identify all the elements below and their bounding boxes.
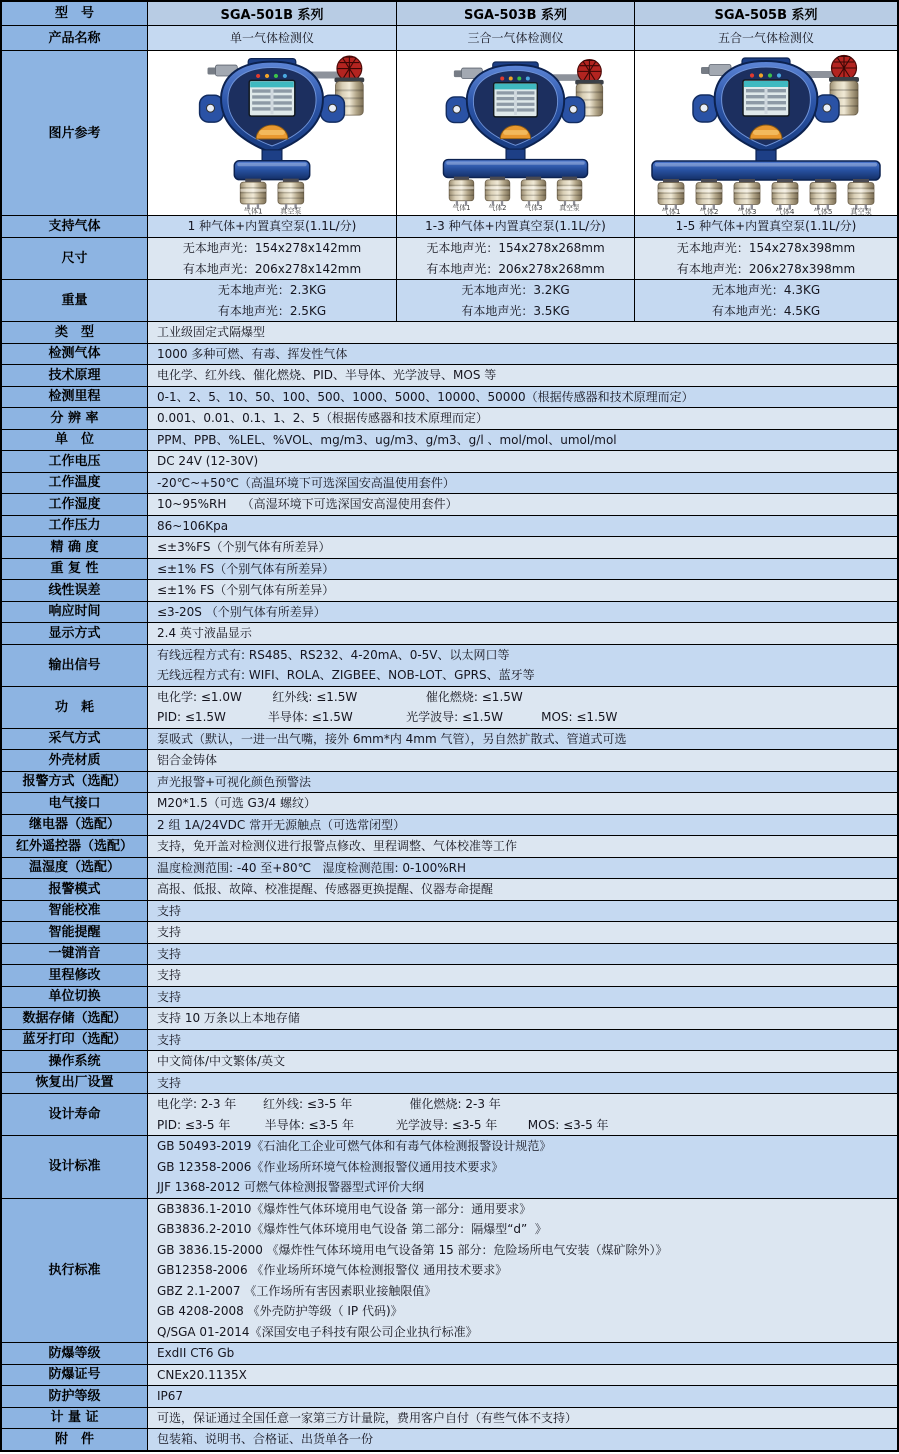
product-image-cell-3 <box>635 51 897 215</box>
row-value-3: 无本地声光：4.3KG 有本地声光：4.5KG <box>635 280 897 321</box>
row-value: 0.001、0.01、0.1、1、2、5（根据传感器和技术原理而定） <box>148 408 897 429</box>
spec-row <box>2 537 897 559</box>
row-value: 1000 多种可燃、有毒、挥发性气体 <box>148 344 897 365</box>
svg-text:气体4: 气体4 <box>775 207 795 215</box>
row-value-3: 无本地声光：154x278x398mm 有本地声光：206x278x398mm <box>635 238 897 279</box>
spec-row <box>2 387 897 409</box>
row-label: 重量 <box>2 280 148 321</box>
model-header-row <box>2 2 897 26</box>
row-label: 智能提醒 <box>2 922 148 943</box>
row-value: 0-1、2、5、10、50、100、500、1000、5000、10000、50000（根据传感器和技术原理而定） <box>148 387 897 408</box>
spec-row <box>2 836 897 858</box>
row-label: 红外遥控器（选配） <box>2 836 148 857</box>
row-value: 10~95%RH （高湿环境下可选深国安高湿使用套件） <box>148 494 897 515</box>
row-label: 支持气体 <box>2 216 148 237</box>
spec-row <box>2 750 897 772</box>
row-value: 声光报警+可视化颜色预警法 <box>148 772 897 793</box>
row-label: 防爆证号 <box>2 1365 148 1386</box>
svg-text:气体5: 气体5 <box>813 207 833 215</box>
spec-row <box>2 879 897 901</box>
spec-row <box>2 473 897 495</box>
spec-row <box>2 965 897 987</box>
spec-row <box>2 729 897 751</box>
row-label: 一键消音 <box>2 944 148 965</box>
svg-text:气体1: 气体1 <box>661 207 681 215</box>
row-value: 支持 <box>148 1073 897 1094</box>
spec-row <box>2 1030 897 1052</box>
row-value: ≤3-20S （个别气体有所差异） <box>148 602 897 623</box>
row-label: 蓝牙打印（选配） <box>2 1030 148 1051</box>
row-label: 防护等级 <box>2 1386 148 1407</box>
spec-row <box>2 1386 897 1408</box>
spec-row <box>2 1365 897 1387</box>
row-value: -20℃~+50℃（高温环境下可选深国安高温使用套件） <box>148 473 897 494</box>
svg-text:气体3: 气体3 <box>737 207 757 215</box>
svg-text:真空泵: 真空泵 <box>280 206 302 215</box>
row-value: 支持 <box>148 987 897 1008</box>
model-name-sga503b: SGA-503B 系列 <box>397 2 635 25</box>
spec-row <box>2 1094 897 1136</box>
row-value: 支持，免开盖对检测仪进行报警点修改、里程调整、气体校准等工作 <box>148 836 897 857</box>
svg-text:气体2: 气体2 <box>699 207 719 215</box>
row-value: 工业级固定式隔爆型 <box>148 322 897 343</box>
row-label-model: 型 号 <box>2 2 148 25</box>
spec-row <box>2 408 897 430</box>
row-value: 电化学: ≤1.0W 红外线: ≤1.5W 催化燃烧: ≤1.5W PID: ≤1.5W 半导体: ≤1.5W 光学波导: ≤1.5W MOS: ≤1.5W <box>148 687 897 728</box>
row-value: IP67 <box>148 1386 897 1407</box>
row-label: 尺寸 <box>2 238 148 279</box>
spec-row <box>2 365 897 387</box>
row-label: 功 耗 <box>2 687 148 728</box>
row-label: 单位切换 <box>2 987 148 1008</box>
svg-text:气体3: 气体3 <box>524 203 543 212</box>
svg-text:真空泵: 真空泵 <box>850 207 872 215</box>
row-value: 有线远程方式有: RS485、RS232、4-20mA、0-5V、以太网口等 无线远程方式有: WIFI、ROLA、ZIGBEE、NOB-LOT、GPRS、蓝牙等 <box>148 645 897 686</box>
row-label: 检测气体 <box>2 344 148 365</box>
spec-row <box>2 772 897 794</box>
spec-row <box>2 645 897 687</box>
row-label: 防爆等级 <box>2 1343 148 1364</box>
spec-row <box>2 987 897 1009</box>
svg-text:气体1: 气体1 <box>243 206 263 215</box>
spec-row <box>2 1429 897 1450</box>
spec-row <box>2 1199 897 1344</box>
row-label: 单 位 <box>2 430 148 451</box>
row-label: 计 量 证 <box>2 1408 148 1429</box>
row-value-1: 无本地声光：154x278x142mm 有本地声光：206x278x142mm <box>148 238 397 279</box>
model-name-sga501b: SGA-501B 系列 <box>148 2 397 25</box>
spec-row <box>2 322 897 344</box>
spec-row <box>2 793 897 815</box>
comparison-row <box>2 216 897 238</box>
row-value: GB 50493-2019《石油化工企业可燃气体和有毒气体检测报警设计规范》 GB 12358-2006《作业场所环境气体检测报警仪通用技术要求》 JJF 1368-2012 可燃气体检测报警器型式评价大纲 <box>148 1136 897 1198</box>
row-label: 采气方式 <box>2 729 148 750</box>
row-value: ExdII CT6 Gb <box>148 1343 897 1364</box>
row-label: 设计寿命 <box>2 1094 148 1135</box>
row-value: ≤±1% FS（个别气体有所差异） <box>148 580 897 601</box>
row-label: 工作电压 <box>2 451 148 472</box>
spec-row <box>2 1408 897 1430</box>
row-value-2: 无本地声光：3.2KG 有本地声光：3.5KG <box>397 280 635 321</box>
spec-row <box>2 559 897 581</box>
row-label: 输出信号 <box>2 645 148 686</box>
row-value-1: 1 种气体+内置真空泵(1.1L/分) <box>148 216 397 237</box>
row-label: 恢复出厂设置 <box>2 1073 148 1094</box>
spec-row <box>2 922 897 944</box>
row-value-1: 无本地声光：2.3KG 有本地声光：2.5KG <box>148 280 397 321</box>
spec-row <box>2 687 897 729</box>
product-image-cell-2 <box>397 51 635 215</box>
row-value: ≤±1% FS（个别气体有所差异） <box>148 559 897 580</box>
row-label: 执行标准 <box>2 1199 148 1343</box>
product-name-row <box>2 26 897 51</box>
row-value: 支持 <box>148 944 897 965</box>
gas-detector-image-1 <box>148 51 396 215</box>
row-label: 精 确 度 <box>2 537 148 558</box>
spec-row <box>2 494 897 516</box>
product-name-2: 三合一气体检测仪 <box>397 26 635 50</box>
row-value: 86~106Kpa <box>148 516 897 537</box>
row-label-product-name: 产品名称 <box>2 26 148 50</box>
spec-row <box>2 430 897 452</box>
row-value: 泵吸式（默认，一进一出气嘴，接外 6mm*内 4mm 气管），另自然扩散式、管道式可选 <box>148 729 897 750</box>
row-value: 包装箱、说明书、合格证、出货单各一份 <box>148 1429 897 1450</box>
row-value: 2 组 1A/24VDC 常开无源触点（可选常闭型） <box>148 815 897 836</box>
row-label: 智能校准 <box>2 901 148 922</box>
row-value: ≤±3%FS（个别气体有所差异） <box>148 537 897 558</box>
spec-row <box>2 944 897 966</box>
row-value: 温度检测范围: -40 至+80℃ 湿度检测范围: 0-100%RH <box>148 858 897 879</box>
row-label: 技术原理 <box>2 365 148 386</box>
svg-text:气体1: 气体1 <box>452 203 471 212</box>
row-value-3: 1-5 种气体+内置真空泵(1.1L/分) <box>635 216 897 237</box>
row-label: 操作系统 <box>2 1051 148 1072</box>
spec-row <box>2 344 897 366</box>
row-value: 2.4 英寸液晶显示 <box>148 623 897 644</box>
row-value: 支持 <box>148 965 897 986</box>
row-label: 工作温度 <box>2 473 148 494</box>
row-label: 分 辨 率 <box>2 408 148 429</box>
svg-text:气体2: 气体2 <box>488 203 507 212</box>
row-value: GB3836.1-2010《爆炸性气体环境用电气设备 第一部分：通用要求》 GB3836.2-2010《爆炸性气体环境用电气设备 第二部分：隔爆型“d” 》 GB 3836.15-2000 《爆炸性气体环境用电气设备第 15 部分：危险场所电气安装（煤矿除外）》 GB12358-2006 《作业场所环境气体检测报警仪 通用技术要求》 GBZ 2.1-2007 《工作场所有害因素职业接触限值》 GB 4208-2008 《外壳防护等级（ IP 代码)》 Q/SGA 01-2014《深国安电子科技有限公司企业执行标准》 <box>148 1199 897 1343</box>
row-value: 中文简体/中文繁体/英文 <box>148 1051 897 1072</box>
row-label: 里程修改 <box>2 965 148 986</box>
row-value: 电化学: 2-3 年 红外线: ≤3-5 年 催化燃烧: 2-3 年 PID: ≤3-5 年 半导体: ≤3-5 年 光学波导: ≤3-5 年 MOS: ≤3-5 年 <box>148 1094 897 1135</box>
row-label: 报警方式（选配） <box>2 772 148 793</box>
product-name-1: 单一气体检测仪 <box>148 26 397 50</box>
spec-row <box>2 516 897 538</box>
gas-detector-image-2 <box>397 51 634 215</box>
row-label: 附 件 <box>2 1429 148 1450</box>
spec-row <box>2 580 897 602</box>
row-label-image: 图片参考 <box>2 51 148 215</box>
row-label: 报警模式 <box>2 879 148 900</box>
row-value: 电化学、红外线、催化燃烧、PID、半导体、光学波导、MOS 等 <box>148 365 897 386</box>
spec-row <box>2 1136 897 1199</box>
row-label: 检测里程 <box>2 387 148 408</box>
row-value: CNEx20.1135X <box>148 1365 897 1386</box>
gas-detector-image-3 <box>635 51 897 215</box>
comparison-row <box>2 238 897 280</box>
spec-row <box>2 1343 897 1365</box>
row-value-2: 1-3 种气体+内置真空泵(1.1L/分) <box>397 216 635 237</box>
row-value: 可选，保证通过全国任意一家第三方计量院，费用客户自付（有些气体不支持） <box>148 1408 897 1429</box>
row-label: 工作压力 <box>2 516 148 537</box>
row-label: 显示方式 <box>2 623 148 644</box>
spec-row <box>2 623 897 645</box>
row-value: 支持 <box>148 1030 897 1051</box>
spec-row <box>2 858 897 880</box>
row-value-2: 无本地声光：154x278x268mm 有本地声光：206x278x268mm <box>397 238 635 279</box>
row-value: 铝合金铸体 <box>148 750 897 771</box>
row-value: 支持 <box>148 901 897 922</box>
row-value: 支持 <box>148 922 897 943</box>
row-label: 线性误差 <box>2 580 148 601</box>
spec-row <box>2 1008 897 1030</box>
spec-row <box>2 815 897 837</box>
product-image-cell-1 <box>148 51 397 215</box>
product-name-3: 五合一气体检测仪 <box>635 26 897 50</box>
row-label: 外壳材质 <box>2 750 148 771</box>
row-label: 设计标准 <box>2 1136 148 1198</box>
comparison-row <box>2 280 897 322</box>
row-value: 高报、低报、故障、校准提醒、传感器更换提醒、仪器寿命提醒 <box>148 879 897 900</box>
row-label: 响应时间 <box>2 602 148 623</box>
row-value: M20*1.5（可选 G3/4 螺纹） <box>148 793 897 814</box>
row-label: 数据存储（选配） <box>2 1008 148 1029</box>
spec-row <box>2 602 897 624</box>
row-label: 电气接口 <box>2 793 148 814</box>
row-label: 类 型 <box>2 322 148 343</box>
spec-row <box>2 1073 897 1095</box>
model-name-sga505b: SGA-505B 系列 <box>635 2 897 25</box>
image-reference-row <box>2 51 897 216</box>
row-label: 重 复 性 <box>2 559 148 580</box>
row-value: DC 24V (12-30V) <box>148 451 897 472</box>
row-label: 工作湿度 <box>2 494 148 515</box>
spec-row <box>2 901 897 923</box>
row-value: PPM、PPB、%LEL、%VOL、mg/m3、ug/m3、g/m3、g/l 、mol/mol、umol/mol <box>148 430 897 451</box>
spec-row <box>2 1051 897 1073</box>
spec-row <box>2 451 897 473</box>
row-label: 继电器（选配） <box>2 815 148 836</box>
svg-text:真空泵: 真空泵 <box>559 203 580 212</box>
row-label: 温湿度（选配） <box>2 858 148 879</box>
row-value: 支持 10 万条以上本地存储 <box>148 1008 897 1029</box>
